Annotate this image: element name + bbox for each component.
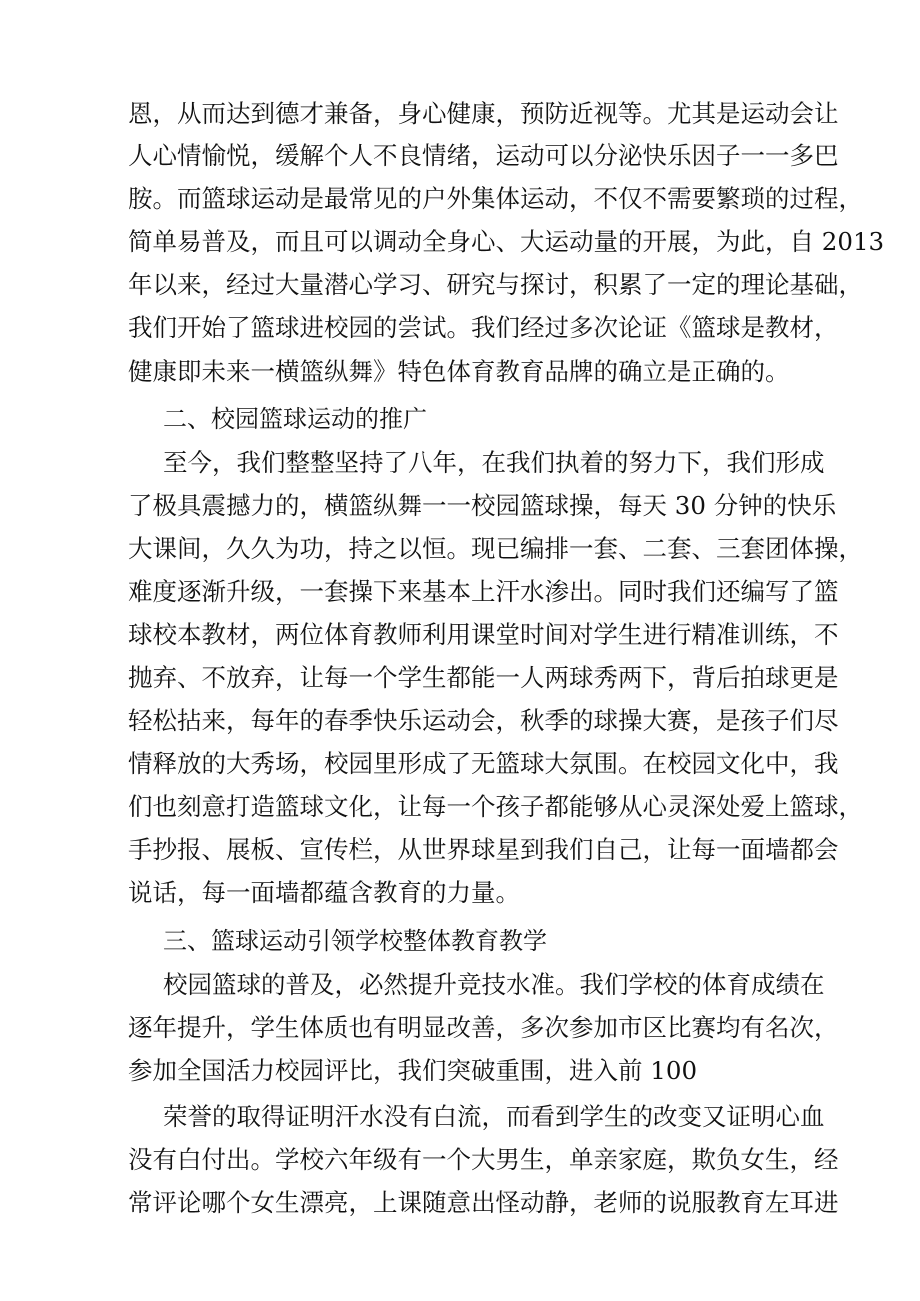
paragraph-2-line-4: 难度逐渐升级，一套操下来基本上汗水渗出。同时我们还编写了篮 [128,577,839,606]
paragraph-1-line-4: 简单易普及，而且可以调动全身心、大运动量的开展，为此，自 2013 [128,227,885,256]
paragraph-1-line-1: 恩，从而达到德才兼备，身心健康，预防近视等。尤其是运动会让 [128,99,839,128]
paragraph-2-line-2: 了极具震撼力的，横篮纵舞一一校园篮球操，每天 30 分钟的快乐 [128,491,837,520]
paragraph-2-line-5: 球校本教材，两位体育教师利用课堂时间对学生进行精准训练，不 [128,620,839,649]
paragraph-4-line-3: 常评论哪个女生漂亮，上课随意出怪动静，老师的说服教育左耳进 [128,1188,839,1217]
paragraph-3-line-3: 参加全国活力校园评比，我们突破重围，进入前 100 [128,1056,698,1085]
paragraph-2-line-3: 大课间，久久为功，持之以恒。现已编排一套、二套、三套团体操， [128,534,863,563]
paragraph-1-line-7: 健康即未来一横篮纵舞》特色体育教育品牌的确立是正确的。 [128,357,790,386]
paragraph-2-line-8: 情释放的大秀场，校园里形成了无篮球大氛围。在校园文化中，我 [128,749,839,778]
paragraph-3-line-1: 校园篮球的普及，必然提升竞技水准。我们学校的体育成绩在 [163,970,825,999]
paragraph-4-line-1: 荣誉的取得证明汗水没有白流，而看到学生的改变又证明心血 [163,1102,825,1131]
paragraph-2-line-1: 至今，我们整整坚持了八年，在我们执着的努力下，我们形成 [163,448,825,477]
paragraph-2-line-10: 手抄报、展板、宣传栏，从世界球星到我们自己，让每一面墙都会 [128,835,839,864]
section-heading-2: 二、校园篮球运动的推广 [163,405,427,433]
paragraph-1-line-6: 我们开始了篮球进校园的尝试。我们经过多次论证《篮球是教材， [128,313,839,342]
paragraph-4-line-2: 没有白付出。学校六年级有一个大男生，单亲家庭，欺负女生，经 [128,1145,839,1174]
paragraph-1-line-3: 胺。而篮球运动是最常见的户外集体运动，不仅不需要繁琐的过程， [128,184,863,213]
paragraph-2-line-7: 轻松拈来，每年的春季快乐运动会，秋季的球操大赛，是孩子们尽 [128,706,839,735]
paragraph-3-line-2: 逐年提升，学生体质也有明显改善，多次参加市区比赛均有名次， [128,1013,839,1042]
paragraph-2-line-11: 说话，每一面墙都蕴含教育的力量。 [128,878,520,907]
paragraph-2-line-6: 抛弃、不放弃，让每一个学生都能一人两球秀两下，背后拍球更是 [128,663,839,692]
paragraph-1-line-2: 人心情愉悦，缓解个人不良情绪，运动可以分泌快乐因子一一多巴 [128,141,839,170]
paragraph-2-line-9: 们也刻意打造篮球文化，让每一个孩子都能够从心灵深处爱上篮球， [128,792,863,821]
section-heading-3: 三、篮球运动引领学校整体教育教学 [163,927,547,955]
paragraph-1-line-5: 年以来，经过大量潜心学习、研究与探讨，积累了一定的理论基础， [128,270,863,299]
